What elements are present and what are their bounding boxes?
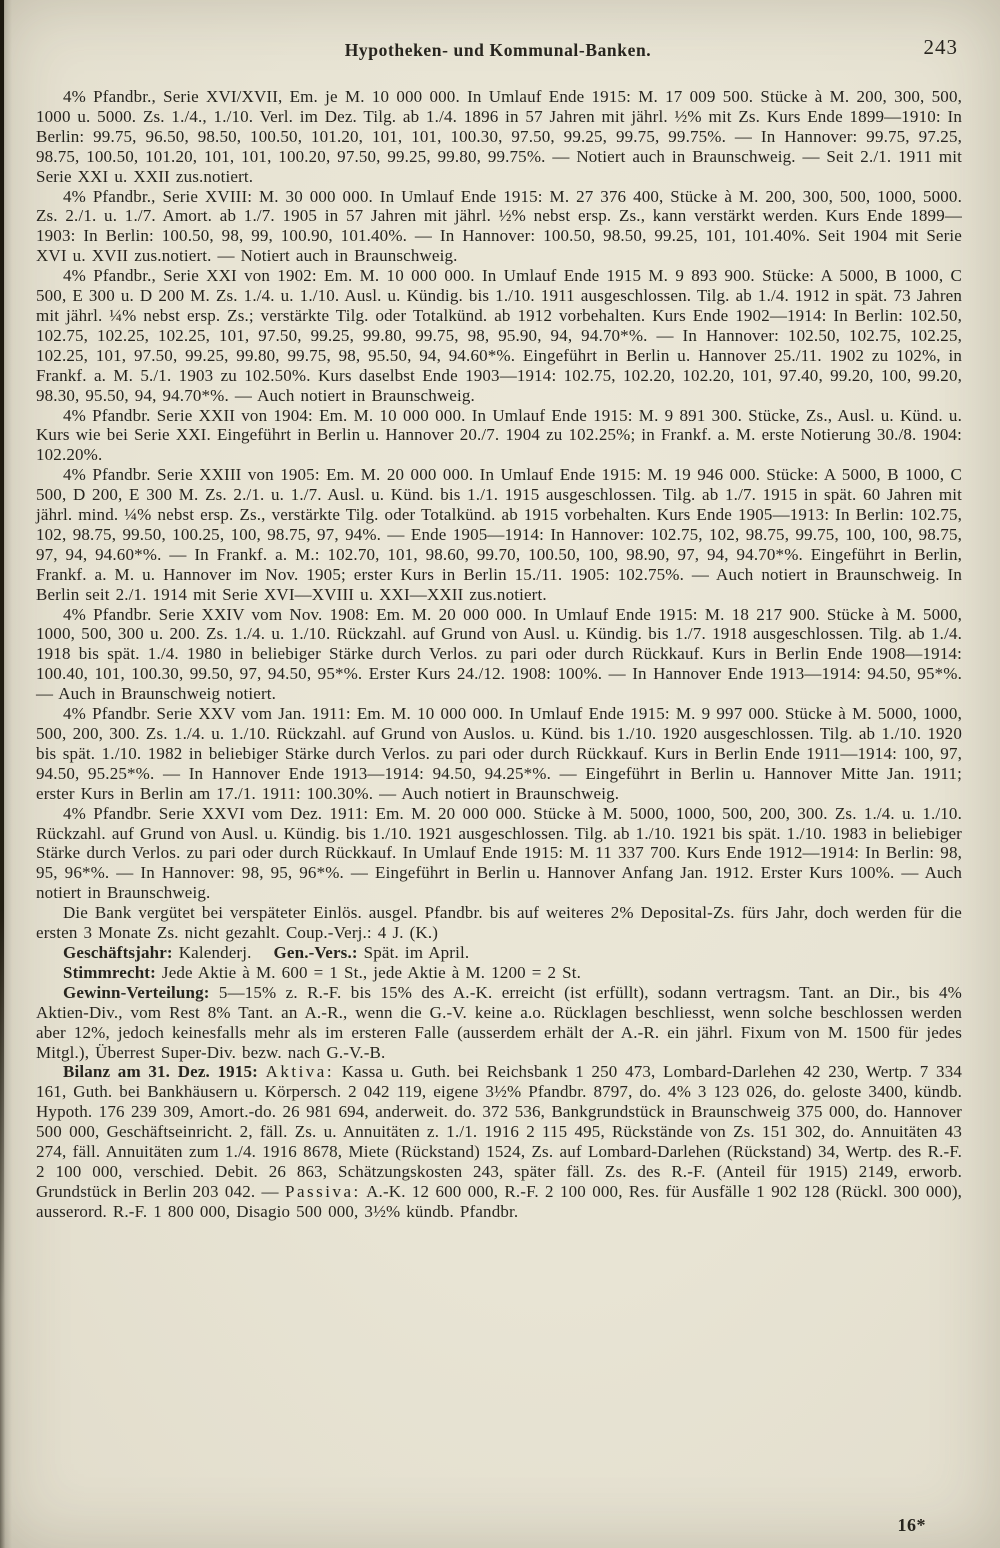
text-segment: 4% Pfandbr., Serie XXI von 1902: Em. M. 10 000 000. In Umlauf Ende 1915 M. 9 893 900. Stücke: A 5000, B 1000, C 500, E 300 u. D 200 M. Zs. 1./4. u. 1./10. Ausl. u. Kündig. bis 1./10. 1911 ausgeschlossen. Tilg. ab 1./4. 1912 in spät. 73 Jahren mit jährl. ¼% nebst ersp. Zs.; verstärkte Tilg. oder Totalkünd. ab 1912 vorbehalten. Kurs Ende 1902—1914: In Berlin: 102.50, 102.75, 102.25, 102.25, 101, 97.50, 99.25, 99.80, 99.75, 98, 95.90, 94, 94.70*%. — In Hannover: 102.50, 102.75, 102.25, 102.25, 101, 97.50, 99.25, 99.80, 99.75, 98, 95.50, 94, 94.60*%. Eingeführt in Berlin u. Hannover 25./11. 1902 zu 102%, in Frankf. a. M. 5./1. 1903 zu 102.50%. Kurs daselbst Ende 1903—1914: 102.75, 102.20, 102.20, 101, 97.40, 99.20, 100, 99.20, 98.30, 95.50, 94, 94.70*%. — Auch notiert in Braunschweig. <box>36 266 962 405</box>
text-segment: 4% Pfandbr. Serie XXII von 1904: Em. M. 10 000 000. In Umlauf Ende 1915: M. 9 891 300. Stücke, Zs., Ausl. u. Künd. u. Kurs wie bei Serie XXI. Eingeführt in Berlin u. Hannover 20./7. 1904 zu 102.25%; in Frankf. a. M. erste Notierung 30./8. 1904: 102.20%. <box>36 405 962 465</box>
text-segment: Kassa u. Guth. bei Reichsbank 1 250 473, Lombard-Darlehen 42 230, Wertp. 7 334 161, Guth. bei Bankhäusern u. Körpersch. 2 042 119, eigene 3½% Pfandbr. 8797, do. 4% 3 123 026, do. geloste 3400, kündb. Hypoth. 176 239 309, Amort.-do. 26 981 694, anderweit. do. 372 536, Bankgrundstück in Braunschweig 375 000, do. Hannover 500 000, Geschäftseinricht. 2, fäll. Zs. u. Annuitäten z. 1./1. 1916 2 115 495, Rückstände von Zs. 151 302, do. Annuitäten 43 274, fäll. Annuitäten zum 1./4. 1916 8678, Miete (Rückstand) 1524, Zs. auf Lombard-Darlehen (Rückstand) 34, Wertp. des R.-F. 2 100 000, verschied. Debit. 26 863, Schätzungskosten 243, später fäll. Zs. des R.-F. (Anteil für 1915) 2149, erworb. Grundstück in Berlin 203 042. — <box>36 1062 963 1201</box>
text-segment-bold: Bilanz am 31. Dez. 1915: <box>63 1062 258 1082</box>
page-header <box>36 35 960 68</box>
text-segment: Die Bank vergütet bei verspäteter Einlös. ausgel. Pfandbr. bis auf weiteres 2% Deposital-Zs. fürs Jahr, doch werden für die ersten 3 Monate Zs. nicht gezahlt. Coup.-Verj.: 4 J. (K.) <box>36 903 962 943</box>
text-segment: Kalenderj. <box>178 942 252 962</box>
text-segment: 4% Pfandbr. Serie XXIII von 1905: Em. M. 20 000 000. In Umlauf Ende 1915: M. 19 946 000. Stücke: A 5000, B 1000, C 500, D 200, E 300 M. Zs. 2./1. u. 1./7. Ausl. u. Künd. bis 1./1. 1915 ausgeschlossen. Tilg. ab 1./7. 1915 in spät. 60 Jahren mit jährl. mind. ¼% nebst ersp. Zs., verstärkte Tilg. oder Totalkünd. ab 1915 vorbehalten. Kurs Ende 1905—1913: In Berlin: 102.75, 102, 98.75, 99.50, 100.25, 100, 98.75, 97, 94%. — Ende 1905—1914: In Hannover: 102.75, 102, 98.75, 99.75, 100, 100, 98.75, 97, 94, 94.60*%. — In Frankf. a. M.: 102.70, 101, 98.60, 99.70, 100.50, 100, 98.90, 97, 94, 94.70*%. Eingeführt in Berlin, Frankf. a. M. u. Hannover im Nov. 1905; erster Kurs in Berlin 15./11. 1905: 102.75%. — Auch notiert in Braunschweig. In Berlin seit 2./1. 1914 mit Serie XVI—XVIII u. XXI—XXII zus.notiert. <box>36 465 962 604</box>
body-text <box>36 87 962 1508</box>
paragraph-pfandbr-serie-xxi <box>36 266 962 405</box>
paragraph-pfandbr-serie-xxvi <box>36 804 962 904</box>
paragraph-pfandbr-serie-xxiv <box>36 605 962 705</box>
text-segment-bold: Gewinn-Verteilung: <box>63 982 210 1002</box>
text-segment-bold: Geschäftsjahr: <box>63 942 173 962</box>
paragraph-pfandbr-serie-xxv <box>36 704 962 804</box>
sheet-signature: 16* <box>897 1515 926 1535</box>
text-segment: 4% Pfandbr., Serie XVIII: M. 30 000 000. In Umlauf Ende 1915: M. 27 376 400, Stücke à M. 200, 300, 500, 1000, 5000. Zs. 2./1. u. 1./7. Amort. ab 1./7. 1905 in 57 Jahren mit jährl. ½% nebst ersp. Zs., kann verstärkt werden. Kurs Ende 1899—1903: In Berlin: 100.50, 98, 99, 100.90, 101.40%. — In Hannover: 100.50, 98.50, 99.25, 101, 101.40%. Seit 1904 mit Serie XVI u. XVII zus.notiert. — Notiert auch in Braunschweig. <box>36 186 962 266</box>
text-segment: 5—15% z. R.-F. bis 15% des A.-K. erreicht (ist erfüllt), sodann vertragsm. Tant. an Dir., bis 4% Aktien-Div., vom Rest 8% Tant. an A.-R., wenn die G.-V. keine a.o. Rücklagen beschliesst, wenn solche beschlossen werden aber 12%, jedoch keinesfalls mehr als im ersteren Falle (ausserdem erhält der A.-R. ein jährl. Fixum von M. 1500 für jedes Mitgl.), Überrest Super-Div. bezw. nach G.-V.-B. <box>36 982 962 1062</box>
paragraph-pfandbr-serie-xxiii <box>36 465 962 604</box>
text-segment-aktiva: Aktiva: <box>265 1062 335 1082</box>
text-segment: 4% Pfandbr., Serie XVI/XVII, Em. je M. 10 000 000. In Umlauf Ende 1915: M. 17 009 500. Stücke à M. 200, 300, 500, 1000 u. 5000. Zs. 1./4., 1./10. Verl. im Dez. Tilg. ab 1./4. 1896 in 57 Jahren mit jährl. ½% mit Zs. Kurs Ende 1899—1910: In Berlin: 99.75, 96.50, 98.50, 100.50, 101.20, 101, 101, 100.30, 97.50, 99.25, 99.75, 99.75%. — In Hannover: 99.75, 97.25, 98.75, 100.50, 101.20, 101, 101, 100.20, 97.50, 99.25, 99.80, 99.75%. — Notiert auch in Braunschweig. — Seit 2./1. 1911 mit Serie XXI u. XXII zus.notiert. <box>36 87 962 186</box>
text-segment-bold: Gen.-Vers.: <box>273 942 358 962</box>
text-segment-bold: Stimmrecht: <box>63 962 156 982</box>
text-segment: Spät. im April. <box>363 942 470 962</box>
text-segment-passiva: Passiva: <box>285 1181 361 1201</box>
paragraph-pfandbr-serie-xxii <box>36 406 962 466</box>
running-title: Hypotheken- und Kommunal-Banken. <box>344 40 652 60</box>
text-segment: 4% Pfandbr. Serie XXV vom Jan. 1911: Em. M. 10 000 000. In Umlauf Ende 1915: M. 9 997 000. Stücke à M. 5000, 1000, 500, 200, 300. Zs. 1./4. u. 1./10. Rückzahl. auf Grund von Auslos. u. Künd. bis 1./10. 1920 ausgeschlossen. Tilg. ab 1./10. 1920 bis spät. 1./10. 1982 in beliebiger Stärke durch Verlos. zu pari oder durch Rückkauf. Kurs in Berlin Ende 1911—1914: 100, 97, 94.50, 95.25*%. — In Hannover Ende 1913—1914: 94.50, 94.25*%. — Eingeführt in Berlin u. Hannover Mitte Jan. 1911; erster Kurs in Berlin am 17./1. 1911: 100.30%. — Auch notiert in Braunschweig. <box>36 704 962 803</box>
paragraph-stimmrecht <box>36 963 962 983</box>
text-segment: Jede Aktie à M. 600 = 1 St., jede Aktie à M. 1200 = 2 St. <box>161 962 582 982</box>
text-segment: 4% Pfandbr. Serie XXIV vom Nov. 1908: Em. M. 20 000 000. In Umlauf Ende 1915: M. 18 217 900. Stücke à M. 5000, 1000, 500, 300 u. 200. Zs. 1./4. u. 1./10. Rückzahl. auf Grund von Ausl. u. Kündig. bis 1./7. 1918 ausgeschlossen. Tilg. ab 1./4. 1918 bis spät. 1./4. 1980 in beliebiger Stärke durch Verlos. zu pari oder durch Rückkauf. Kurs in Berlin Ende 1908—1914: 100.40, 101, 100.30, 99.50, 97, 94.50, 95*%. Erster Kurs 24./12. 1908: 100%. — In Hannover Ende 1913—1914: 94.50, 95*%. — Auch in Braunschweig notiert. <box>36 604 962 704</box>
paragraph-bilanz-1915 <box>36 1062 962 1221</box>
paragraph-geschaeftsjahr <box>36 943 962 963</box>
paragraph-gewinn-verteilung <box>36 983 962 1063</box>
paragraph-deposital-note <box>36 903 962 943</box>
page-number: 243 <box>923 35 958 59</box>
paragraph-pfandbr-serie-xviii <box>36 187 962 267</box>
paragraph-pfandbr-serie-xvi-xvii <box>36 87 962 187</box>
page-gutter-shadow <box>0 0 12 1548</box>
text-segment: 4% Pfandbr. Serie XXVI vom Dez. 1911: Em. M. 20 000 000. Stücke à M. 5000, 1000, 500, 200, 300. Zs. 1./4. u. 1./10. Rückzahl. auf Grund von Ausl. u. Kündig. bis 1./10. 1921 ausgeschlossen. Tilg. ab 1./10. 1921 bis spät. 1./10. 1983 in beliebiger Stärke durch Verlos. zu pari oder durch Rückkauf. In Umlauf Ende 1915: M. 11 337 700. Kurs Ende 1912—1914: In Berlin: 98, 95, 96*%. — In Hannover: 98, 95, 96*%. — Eingeführt in Berlin u. Hannover Anfang Jan. 1912. Erster Kurs 100%. — Auch notiert in Braunschweig. <box>36 803 962 903</box>
text-segment: A.-K. 12 600 000, R.-F. 2 100 000, Res. für Ausfälle 1 902 128 (Rückl. 300 000), ausserord. R.-F. 1 800 000, Disagio 500 000, 3½% kündb. Pfandbr. <box>36 1181 963 1221</box>
